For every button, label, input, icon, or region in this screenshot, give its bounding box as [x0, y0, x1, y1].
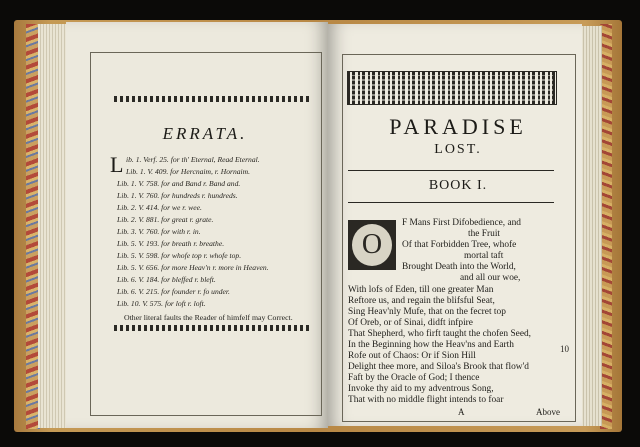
catchword: Above [536, 407, 560, 417]
errata-line: Lib. 5. V. 598. for whofe top r. whofe top. [117, 251, 242, 260]
poem-line: mortal taft [464, 251, 504, 261]
errata-line: Lib. 5. V. 656. for more Heav'n r. more in Heaven. [117, 263, 269, 272]
poem-line: the Fruit [468, 229, 501, 239]
errata-line: Lib. 5. V. 193. for breath r. breathe. [117, 239, 225, 248]
poem-line: and all our woe, [460, 273, 521, 283]
errata-title: ERRATA. [162, 124, 248, 143]
errata-line: Lib. 6. V. 184. for bleffed r. bleft. [117, 275, 216, 284]
book-heading: BOOK I. [428, 178, 488, 193]
errata-line: Lib. 10. V. 575. for loft r. loft. [117, 299, 206, 308]
errata-line: Lib. 1. V. 760. for hundreds r. hundreds. [117, 191, 238, 200]
ornament-band-top [114, 96, 310, 102]
errata-line: ib. 1. Verf. 25. for th' Eternal, Read Eternal. [126, 155, 260, 164]
book-subtitle: LOST. [434, 142, 482, 157]
ornament-band-bottom [114, 325, 310, 331]
poem-line: Delight thee more, and Siloa's Brook that flow'd [348, 362, 529, 372]
decorated-initial: O [352, 224, 392, 266]
poem-line: Faft by the Oracle of God; I thence [348, 373, 480, 383]
rule-below-book [348, 202, 554, 203]
poem-line: In the Beginning how the Heav'ns and Earth [348, 340, 514, 350]
poem-line: F Mans First Difobedience, and [402, 218, 521, 228]
rule-above-book [348, 170, 554, 171]
poem-line: That with no middle flight intends to foar [348, 395, 504, 405]
ornamental-headpiece [348, 72, 556, 104]
poem-line: Invoke thy aid to my adventrous Song, [348, 384, 494, 394]
signature-mark: A [458, 407, 465, 417]
poem-line: Sing Heav'nly Mufe, that on the fecret top [348, 307, 506, 317]
errata-line: Lib. 2. V. 881. for great r. grate. [117, 215, 214, 224]
errata-line: Lib. 6. V. 215. for founder r. fo under. [117, 287, 230, 296]
poem-line: With lofs of Eden, till one greater Man [348, 285, 494, 295]
errata-footer: Other literal faults the Reader of himfelf may Correct. [124, 313, 293, 322]
book-title: PARADISE [389, 114, 527, 139]
line-number: 10 [560, 344, 569, 354]
poem-line: Reftore us, and regain the blifsful Seat, [348, 296, 495, 306]
poem-line: Of Oreb, or of Sinai, didft infpire [348, 318, 473, 328]
errata-line: Lib. 2. V. 414. for we r. wee. [117, 203, 202, 212]
errata-drop-cap: L [110, 152, 124, 177]
poem-line: That Shepherd, who firft taught the chofen Seed, [348, 329, 532, 339]
errata-line: Lib. 3. V. 760. for with r. in. [117, 227, 201, 236]
errata-line: Lib. 1. V. 758. for and Band r. Band and. [117, 179, 241, 188]
poem-line: Rofe out of Chaos: Or if Sion Hill [348, 351, 476, 361]
poem-line: Brought Death into the World, [402, 262, 516, 272]
errata-line: Lib. 1. V. 409. for Hercnaim, r. Hornaim. [126, 167, 251, 176]
poem-line: Of that Forbidden Tree, whofe [402, 240, 517, 250]
